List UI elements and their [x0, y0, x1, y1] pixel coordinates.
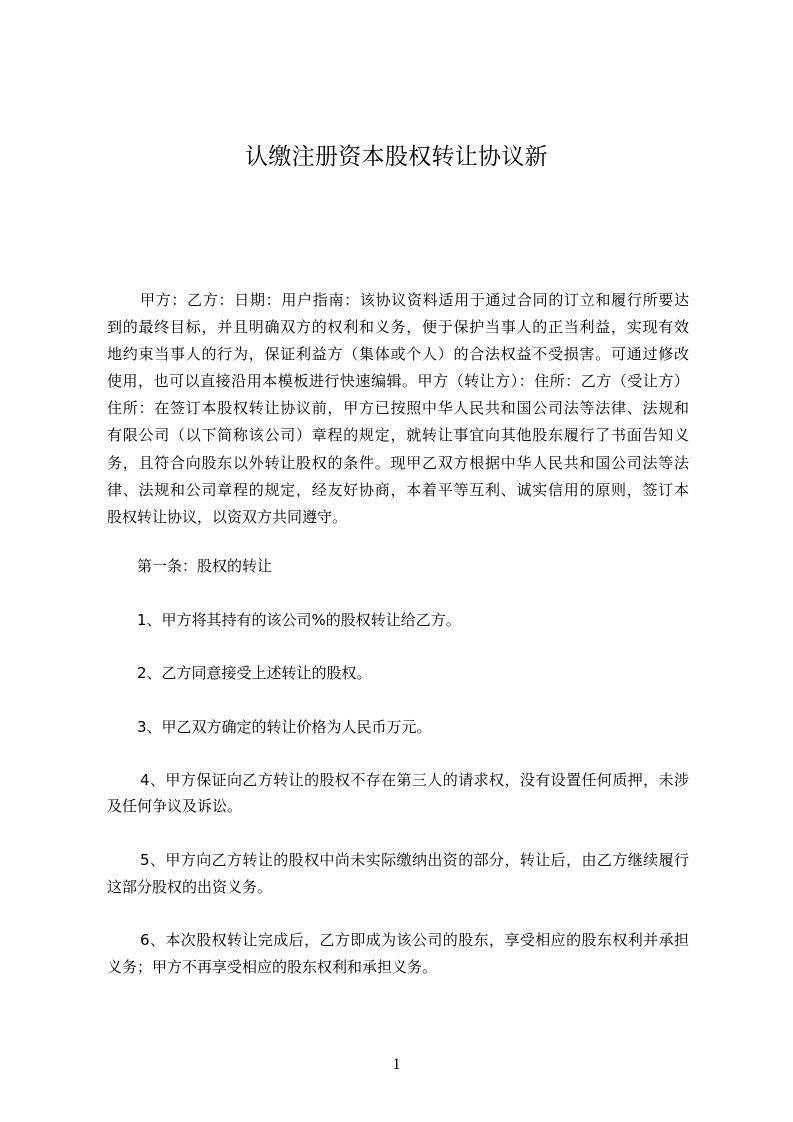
clause-1: 1、甲方将其持有的该公司%的股权转让给乙方。 — [137, 611, 461, 629]
clause-line: 这部分股权的出资义务。 — [107, 878, 273, 896]
intro-line: 住所：在签订本股权转让协议前，甲方已按照中华人民共和国公司法等法律、法规和 — [107, 399, 689, 417]
intro-line: 地约束当事人的行为，保证利益方（集体或个人）的合法权益不受损害。可通过修改 — [107, 345, 689, 363]
intro-line: 到的最终目标，并且明确双方的权利和义务，便于保护当事人的正当利益，实现有效 — [107, 318, 689, 336]
clause-line: 义务；甲方不再享受相应的股东权利和承担义务。 — [107, 958, 438, 976]
page-number: 1 — [392, 1056, 401, 1073]
clause-3: 3、甲乙双方确定的转让价格为人民币万元。 — [137, 718, 432, 736]
clause-line: 6、本次股权转让完成后，乙方即成为该公司的股东，享受相应的股东权利并承担 — [140, 931, 689, 949]
intro-line: 甲方：乙方：日期：用户指南：该协议资料适用于通过合同的订立和履行所要达 — [140, 291, 689, 309]
clause-line: 5、甲方向乙方转让的股权中尚未实际缴纳出资的部分，转让后，由乙方继续履行 — [140, 851, 689, 869]
intro-line: 有限公司（以下简称该公司）章程的规定，就转让事宜向其他股东履行了书面告知义 — [107, 426, 689, 444]
intro-line: 股权转让协议，以资双方共同遵守。 — [107, 508, 348, 526]
article-heading: 第一条：股权的转让 — [137, 557, 273, 575]
intro-line: 使用，也可以直接沿用本模板进行快速编辑。甲方（转让方）：住所：乙方（受让方） — [107, 372, 689, 390]
document-title: 认缴注册资本股权转让协议新 — [245, 144, 548, 170]
intro-line: 律、法规和公司章程的规定，经友好协商，本着平等互利、诚实信用的原则，签订本 — [107, 481, 689, 499]
clause-2: 2、乙方同意接受上述转让的股权。 — [137, 664, 372, 682]
clause-line: 4、甲方保证向乙方转让的股权不存在第三人的请求权，没有设置任何质押，未涉 — [140, 771, 689, 789]
clause-line: 及任何争议及诉讼。 — [107, 797, 243, 815]
intro-line: 务，且符合向股东以外转让股权的条件。现甲乙双方根据中华人民共和国公司法等法 — [107, 454, 689, 472]
